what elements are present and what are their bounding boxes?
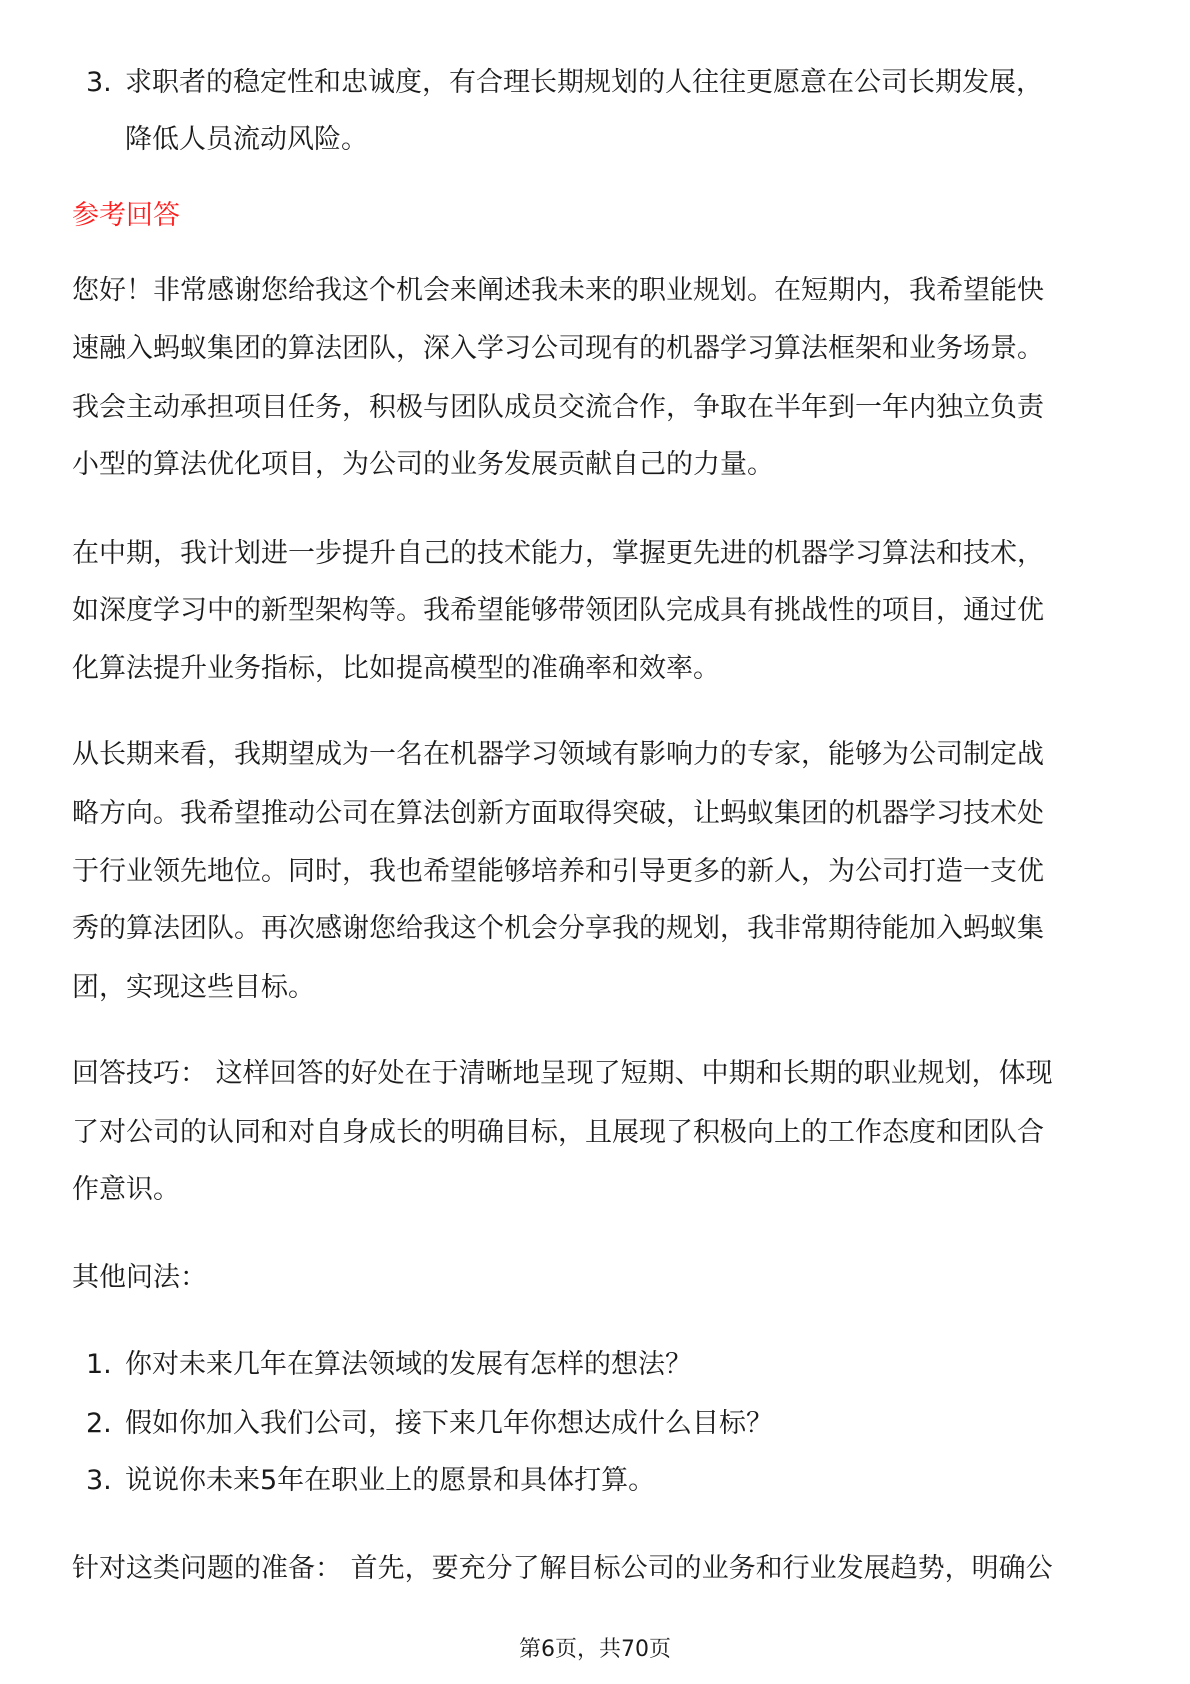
list-number: 1. <box>86 1349 112 1380</box>
other-question: 说说你未来5年在职业上的愿景和具体打算。 <box>125 1465 656 1496</box>
list-item-text: 求职者的稳定性和忠诚度，有合理长期规划的人往往更愿意在公司长期发展， <box>125 67 1043 98</box>
page-number: 第6页，共70页 <box>519 1637 671 1662</box>
tips-line: 回答技巧： 这样回答的好处在于清晰地呈现了短期、中期和长期的职业规划，体现 <box>72 1058 1053 1089</box>
paragraph-line: 团，实现这些目标。 <box>72 972 315 1003</box>
paragraph-line: 如深度学习中的新型架构等。我希望能够带领团队完成具有挑战性的项目，通过优 <box>72 595 1044 626</box>
other-question: 假如你加入我们公司，接下来几年你想达成什么目标？ <box>125 1408 773 1439</box>
paragraph-line: 我会主动承担项目任务，积极与团队成员交流合作，争取在半年到一年内独立负责 <box>72 392 1044 423</box>
paragraph-line: 化算法提升业务指标，比如提高模型的准确率和效率。 <box>72 653 720 684</box>
paragraph-line: 您好！非常感谢您给我这个机会来阐述我未来的职业规划。在短期内，我希望能快 <box>72 275 1044 306</box>
other-question: 你对未来几年在算法领域的发展有怎样的想法？ <box>125 1349 692 1380</box>
paragraph-line: 于行业领先地位。同时，我也希望能够培养和引导更多的新人，为公司打造一支优 <box>72 856 1044 887</box>
paragraph-line: 从长期来看，我期望成为一名在机器学习领域有影响力的专家，能够为公司制定战 <box>72 739 1044 770</box>
list-number: 3. <box>86 67 112 98</box>
list-item-text: 降低人员流动风险。 <box>125 124 368 155</box>
paragraph-line: 速融入蚂蚁集团的算法团队，深入学习公司现有的机器学习算法框架和业务场景。 <box>72 333 1044 364</box>
paragraph-line: 在中期，我计划进一步提升自己的技术能力，掌握更先进的机器学习算法和技术， <box>72 538 1044 569</box>
list-number: 2. <box>86 1408 112 1439</box>
paragraph-line: 秀的算法团队。再次感谢您给我这个机会分享我的规划，我非常期待能加入蚂蚁集 <box>72 913 1044 944</box>
list-number: 3. <box>86 1465 112 1496</box>
section-heading: 参考回答 <box>72 200 180 231</box>
tips-line: 了对公司的认同和对自身成长的明确目标，且展现了积极向上的工作态度和团队合 <box>72 1117 1044 1148</box>
tips-line: 作意识。 <box>72 1174 180 1205</box>
paragraph-line: 略方向。我希望推动公司在算法创新方面取得突破，让蚂蚁集团的机器学习技术处 <box>72 798 1044 829</box>
other-questions-label: 其他问法： <box>72 1262 207 1293</box>
preparation-line: 针对这类问题的准备： 首先，要充分了解目标公司的业务和行业发展趋势，明确公 <box>72 1553 1053 1584</box>
paragraph-line: 小型的算法优化项目，为公司的业务发展贡献自己的力量。 <box>72 449 774 480</box>
